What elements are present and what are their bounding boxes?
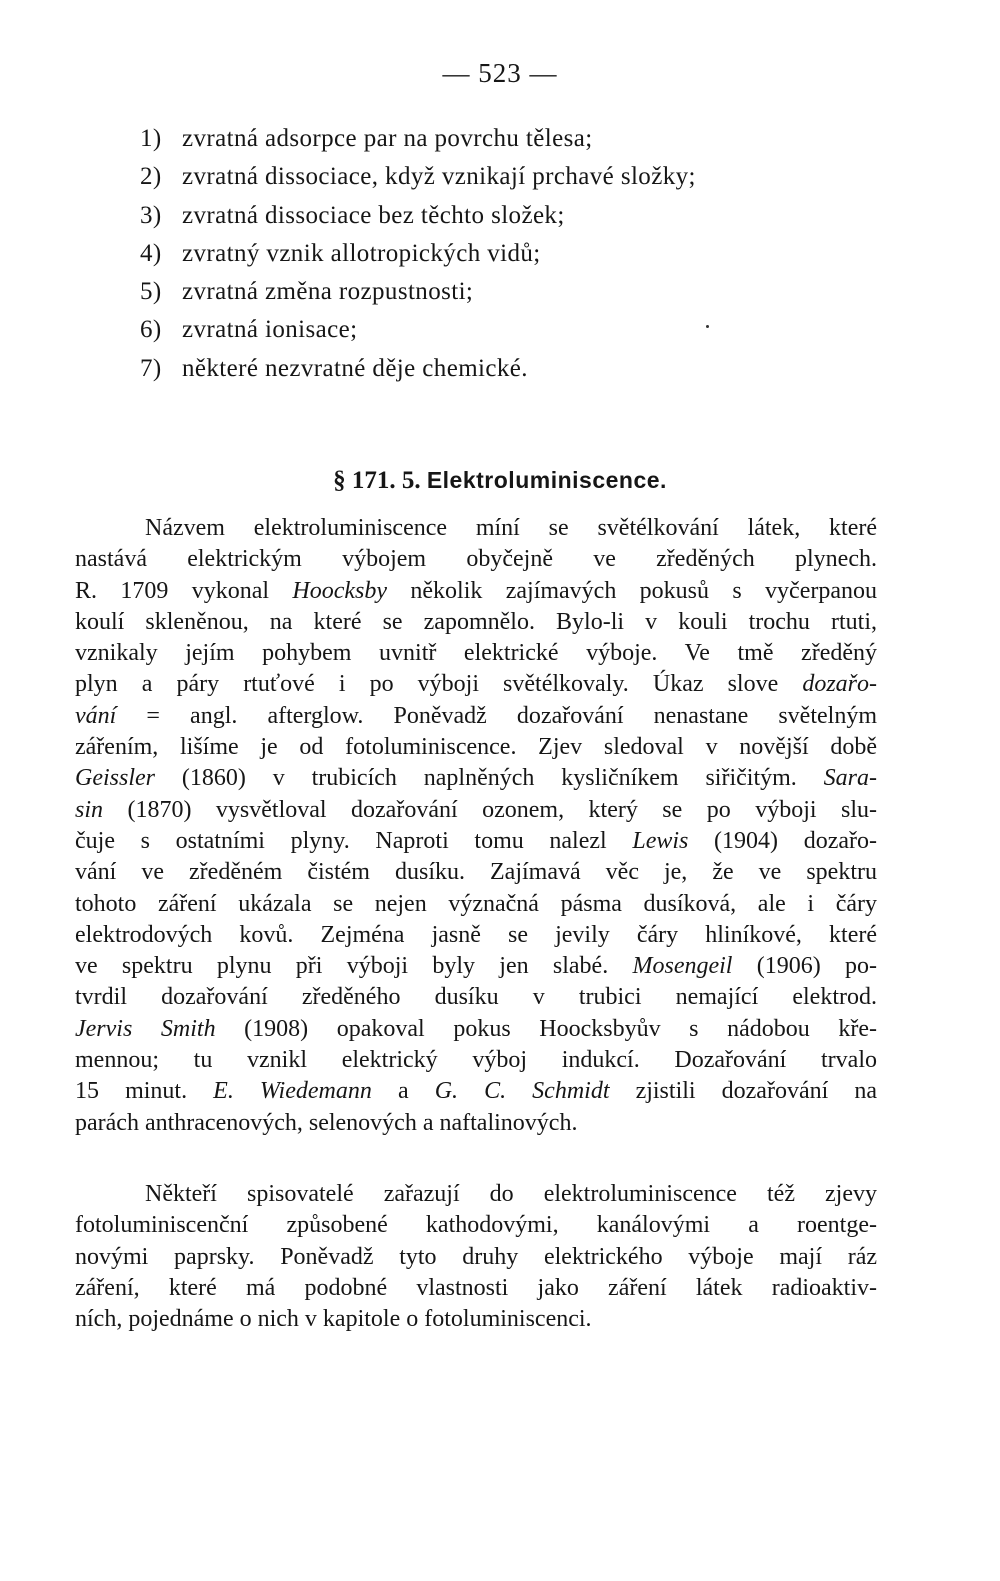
text-line bbox=[75, 889, 877, 920]
text-run: čuje s ostatními plyny. Naproti tomu nalezl bbox=[75, 827, 633, 854]
text-line bbox=[75, 732, 877, 763]
text-run: ních, pojednáme o nich v kapitole o fotoluminiscenci. bbox=[75, 1306, 592, 1333]
text-run: ve spektru plynu při výboji byly jen slabé. bbox=[75, 953, 633, 980]
list-item-text: zvratná adsorpce par na povrchu tělesa; bbox=[182, 125, 593, 152]
italic-name: vání bbox=[75, 702, 117, 729]
text-line bbox=[75, 638, 877, 669]
text-line bbox=[75, 920, 877, 951]
text-run: nastává elektrickým výbojem obyčejně ve zředěných plynech. bbox=[75, 546, 877, 573]
text-run: parách anthracenových, selenových a naftalinových. bbox=[75, 1109, 578, 1136]
italic-name: Hoocksby bbox=[292, 577, 388, 604]
list-item-number: 3) bbox=[140, 201, 162, 229]
italic-name: G. C. Schmidt bbox=[434, 1078, 610, 1105]
italic-name: Mosengeil bbox=[632, 953, 733, 980]
list-item-text: zvratný vznik allotropických vidů; bbox=[182, 239, 541, 267]
text-run: záření, které má podobné vlastnosti jako záření látek radioaktiv- bbox=[75, 1274, 877, 1301]
text-run: a bbox=[371, 1078, 435, 1105]
list-item bbox=[140, 197, 900, 235]
text-line bbox=[75, 669, 877, 700]
italic-name: Lewis bbox=[632, 827, 689, 854]
list-item bbox=[140, 235, 900, 273]
list-item bbox=[140, 158, 900, 196]
text-run: Někteří spisovatelé zařazují do elektroluminiscence též zjevy bbox=[145, 1181, 877, 1207]
paragraph-1 bbox=[75, 513, 877, 1139]
text-line bbox=[75, 1179, 877, 1210]
text-run: (1908) opakoval pokus Hoocksbyův s nádobou kře- bbox=[215, 1015, 877, 1042]
section-heading bbox=[0, 467, 1000, 495]
list-item-number: 1) bbox=[140, 125, 162, 152]
text-run: (1860) v trubicích naplněných kysličníkem siřičitým. bbox=[155, 765, 824, 792]
text-run: (1870) vysvětloval dozařování ozonem, který se po výboji slu- bbox=[103, 796, 877, 823]
text-line bbox=[75, 857, 877, 888]
text-line bbox=[75, 607, 877, 638]
italic-name: sin bbox=[75, 796, 104, 823]
text-run: novými paprsky. Poněvadž tyto druhy elektrického výboje mají ráz bbox=[75, 1243, 877, 1270]
text-run: vání ve zředěném čistém dusíku. Zajímavá věc je, že ve spektru bbox=[75, 859, 877, 886]
text-line bbox=[75, 982, 877, 1013]
text-run: tvrdil dozařování zředěného dusíku v trubici nemající elektrod. bbox=[75, 984, 877, 1011]
text-run: zářením, lišíme je od fotoluminiscence. Zjev sledoval v novější době bbox=[75, 734, 877, 761]
paragraph-2 bbox=[75, 1179, 877, 1335]
italic-name: Sara- bbox=[823, 765, 877, 792]
text-line bbox=[75, 576, 877, 607]
list-item-text: zvratná dissociace bez těchto složek; bbox=[182, 201, 565, 229]
list-item-number: 7) bbox=[140, 354, 162, 382]
list-item-number: 6) bbox=[140, 316, 162, 344]
text-line bbox=[75, 513, 877, 544]
numbered-list bbox=[140, 120, 900, 388]
section-title: Elektroluminiscence. bbox=[426, 466, 667, 493]
text-run: tohoto záření ukázala se nejen význačná pásma dusíková, ale i čáry bbox=[75, 890, 877, 917]
list-item-text: zvratná dissociace, když vznikají prchavé složky; bbox=[182, 163, 696, 191]
text-line bbox=[75, 1014, 877, 1045]
print-speck bbox=[706, 325, 709, 328]
italic-name: Geissler bbox=[75, 765, 155, 792]
text-run: fotoluminiscenční způsobené kathodovými, kanálovými a roentge- bbox=[75, 1212, 877, 1239]
text-run: elektrodových kovů. Zejména jasně se jevily čáry hliníkové, které bbox=[75, 921, 877, 948]
text-run: zjistili dozařování na bbox=[609, 1078, 877, 1105]
text-run: (1904) dozařo- bbox=[688, 827, 877, 854]
list-item-number: 2) bbox=[140, 163, 162, 191]
text-run: 15 minut. bbox=[75, 1078, 214, 1105]
list-item-number: 4) bbox=[140, 239, 162, 267]
text-run: (1906) po- bbox=[732, 953, 877, 980]
text-run: Názvem elektroluminiscence míní se světélkování látek, které bbox=[145, 515, 877, 541]
text-line bbox=[75, 763, 877, 794]
text-line bbox=[75, 544, 877, 575]
text-line bbox=[75, 1242, 877, 1273]
text-line bbox=[75, 1304, 877, 1335]
list-item bbox=[140, 311, 900, 349]
text-run: = angl. afterglow. Poněvadž dozařování nenastane světelným bbox=[116, 702, 877, 729]
list-item-text: zvratná ionisace; bbox=[182, 316, 358, 344]
text-run: koulí skleněnou, na které se zapomnělo. Bylo-li v kouli trochu rtuti, bbox=[75, 608, 877, 635]
text-line bbox=[75, 1045, 877, 1076]
page-number: — 523 — bbox=[442, 58, 558, 88]
list-item bbox=[140, 273, 900, 311]
text-run: vznikaly jejím pohybem uvnitř elektrické výboje. Ve tmě zředěný bbox=[75, 640, 877, 667]
italic-name: Jervis Smith bbox=[75, 1015, 216, 1042]
text-line bbox=[75, 701, 877, 732]
italic-name: E. Wiedemann bbox=[213, 1078, 372, 1105]
list-item-text: zvratná změna rozpustnosti; bbox=[182, 278, 474, 306]
list-item bbox=[140, 350, 900, 388]
text-run: mennou; tu vznikl elektrický výboj indukcí. Dozařování trvalo bbox=[75, 1047, 877, 1074]
text-run: R. 1709 vykonal bbox=[75, 577, 293, 604]
text-line bbox=[75, 1210, 877, 1241]
text-line bbox=[75, 951, 877, 982]
text-run: plyn a páry rtuťové i po výboji světélkovaly. Úkaz slove bbox=[75, 671, 803, 698]
list-item bbox=[140, 120, 900, 158]
section-number: § 171. 5. bbox=[333, 466, 421, 494]
text-run: několik zajímavých pokusů s vyčerpanou bbox=[387, 577, 878, 604]
text-line bbox=[75, 1076, 877, 1107]
italic-name: dozařo- bbox=[802, 671, 877, 698]
text-line bbox=[75, 1108, 877, 1139]
list-item-text: některé nezvratné děje chemické. bbox=[182, 354, 528, 382]
list-item-number: 5) bbox=[140, 278, 162, 306]
text-line bbox=[75, 795, 877, 826]
text-line bbox=[75, 1273, 877, 1304]
text-line bbox=[75, 826, 877, 857]
